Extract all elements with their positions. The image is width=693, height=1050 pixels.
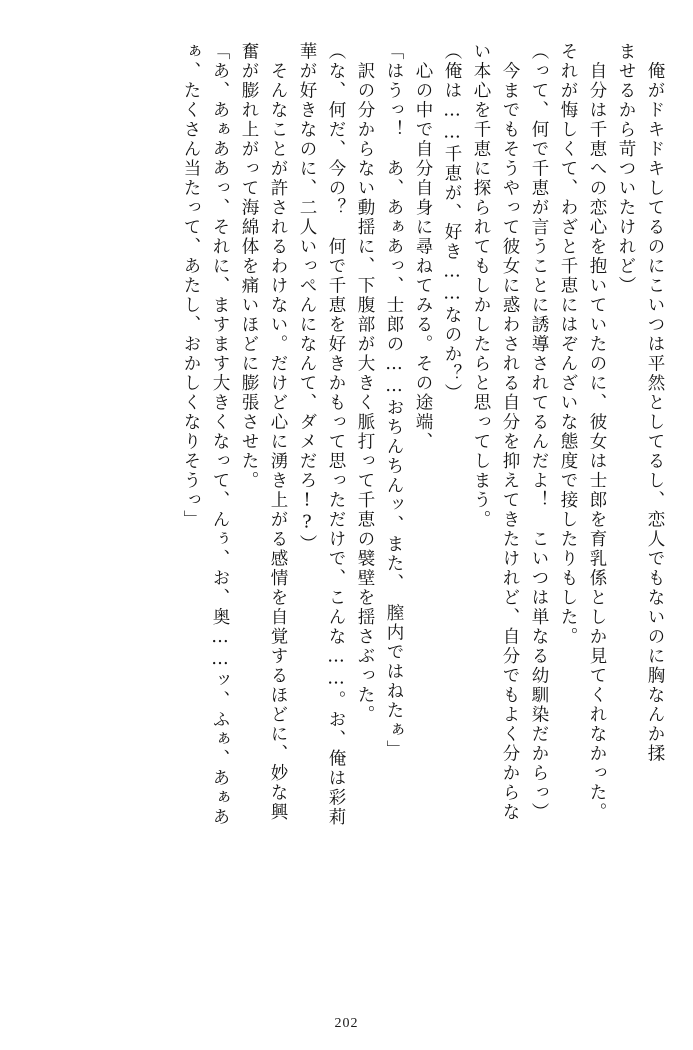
text-line: 「はうっ！ あ、あぁあっ、士郎の……おちんちんッ、また、 膣内ではねたぁ」 xyxy=(384,42,404,760)
text-line: ぁ、たくさん当たって、あたし、おかしくなりそうっ」 xyxy=(181,42,201,530)
text-line: （俺は……千恵が、好き……なのか？） xyxy=(442,42,462,403)
vertical-text-block xyxy=(28,42,663,982)
text-line: 「あ、あぁああっ、それに、ますます大きくなって、んぅ、お、奥……ッ、ふぁ、あぁあ xyxy=(210,42,230,827)
text-line: 心の中で自分自身に尋ねてみる。その途端、 xyxy=(413,42,433,452)
text-line: 訳の分からない動揺に、下腹部が大きく脈打って千恵の襞壁を揺さぶった。 xyxy=(355,42,375,725)
text-line: ませるから苛ついたけれど） xyxy=(616,42,636,296)
text-line: 華が好きなのに、二人いっぺんになんて、ダメだろ!?） xyxy=(297,42,317,554)
text-line: そんなことが許されるわけない。だけど心に湧き上がる感情を自覚するほどに、妙な興 xyxy=(268,42,288,822)
page-number: 202 xyxy=(334,1016,359,1031)
text-line: 奮が膨れ上がって海綿体を痛いほどに膨張させた。 xyxy=(239,42,259,491)
text-line: 俺がドキドキしてるのにこいつは平然としてるし、恋人でもないのに胸なんか揉 xyxy=(645,42,665,764)
text-line: （な、何だ、今の？ 何で千恵を好きかもって思っただけで、こんな……。お、俺は彩莉 xyxy=(326,42,346,827)
text-line: 今までもそうやって彼女に惑わされる自分を抑えてきたけれど、自分でもよく分からな xyxy=(500,42,520,822)
text-line: （って、何で千恵が言うことに誘導されてるんだよ！ こいつは単なる幼馴染だからっ） xyxy=(529,42,549,822)
text-line: 自分は千恵への恋心を抱いていたのに、彼女は士郎を育乳係としか見てくれなかった。 xyxy=(587,42,607,822)
text-line: い本心を千恵に探られてもしかしたらと思ってしまう。 xyxy=(471,42,491,530)
text-line: それが悔しくて、わざと千恵にはぞんざいな態度で接したりもした。 xyxy=(558,42,578,647)
